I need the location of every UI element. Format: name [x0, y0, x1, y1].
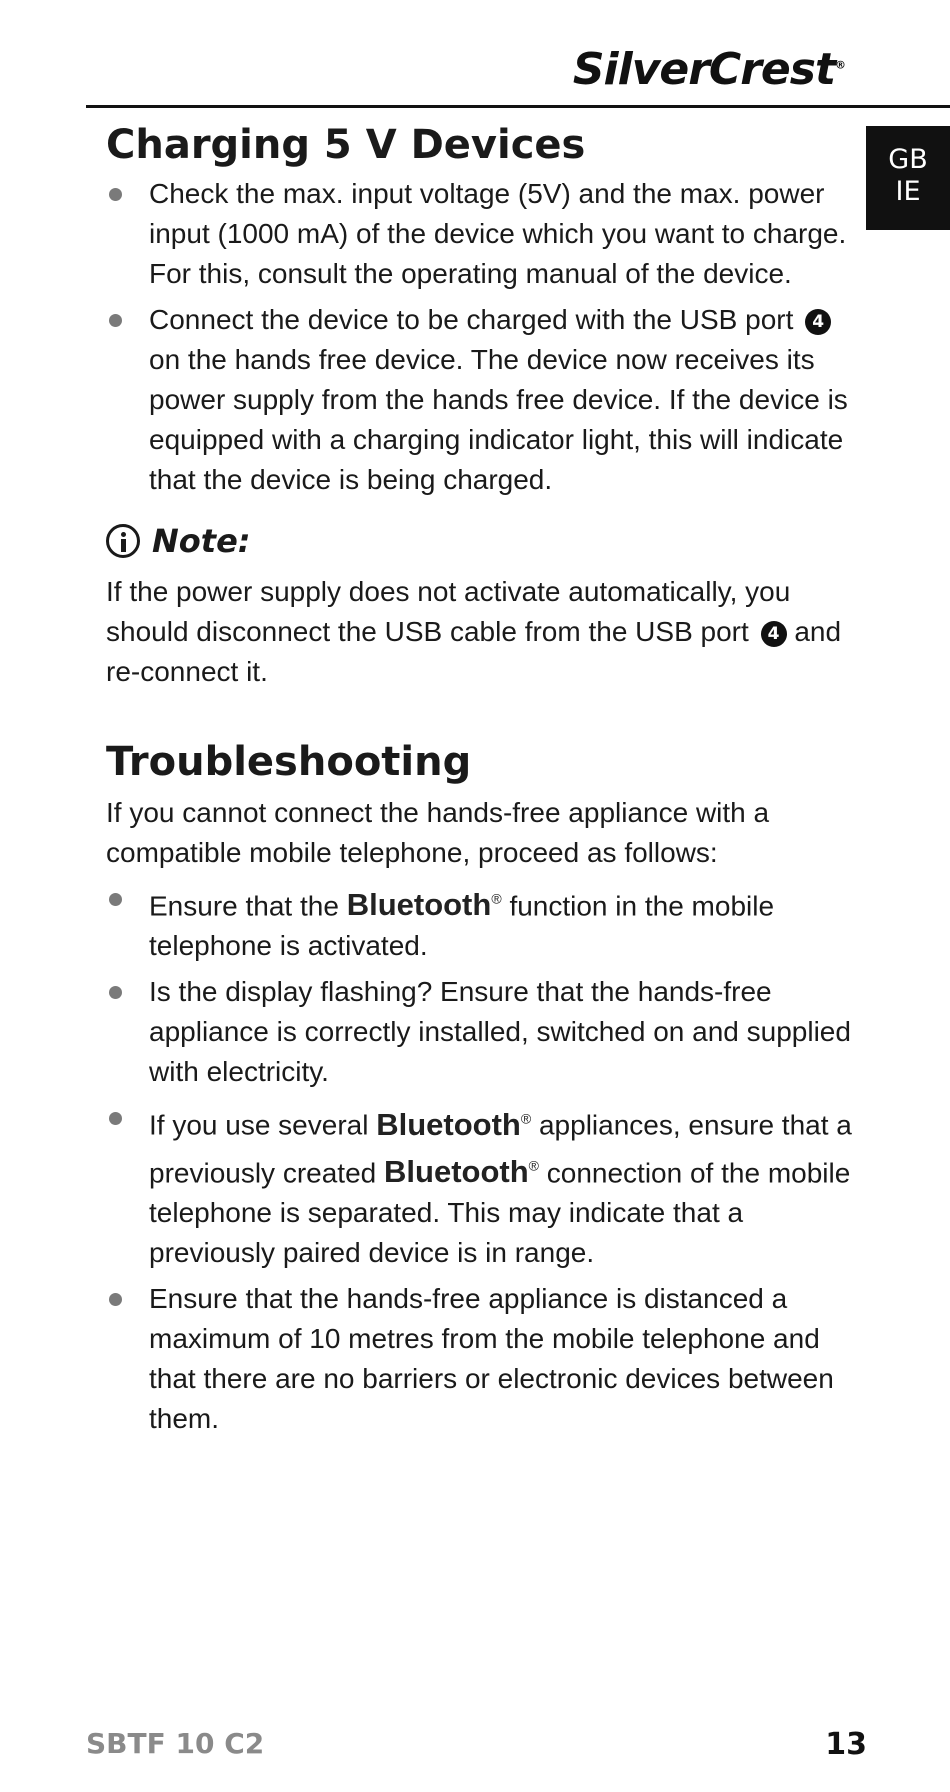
list-item: [106, 972, 852, 1092]
list-item: [106, 879, 852, 966]
troubleshooting-intro: If you cannot connect the hands-free appliance with a compatible mobile telephone, proceed as follows:: [106, 797, 770, 868]
bluetooth-word: Bluetooth: [384, 1153, 529, 1189]
brand-name: SilverCrest: [572, 44, 835, 95]
usb-port-number-icon: 4: [805, 309, 831, 335]
list-item: [106, 174, 852, 294]
ts-bullet-4: Ensure that the hands-free appliance is distanced a maximum of 10 metres from the mobile telephone and that there are no barriers or electronic devices between them.: [149, 1282, 834, 1434]
bullet-dot-icon: [109, 986, 122, 999]
registered-mark: ®: [520, 1110, 532, 1127]
section-title-charging: Charging 5 V Devices: [106, 122, 586, 168]
section-charging: [106, 120, 852, 692]
bullet-dot-icon: [109, 1293, 122, 1306]
brand-logo: [573, 44, 845, 95]
list-item: [106, 300, 852, 500]
bullet-dot-icon: [109, 314, 122, 327]
note-heading: [106, 522, 852, 560]
ts-bullet-2: Is the display flashing? Ensure that the hands-free appliance is correctly installed, switched on and supplied with electricity.: [149, 976, 851, 1088]
model-number: SBTF 10 C2: [86, 1727, 265, 1760]
bluetooth-wordmark: [376, 1107, 531, 1142]
registered-mark: ®: [491, 891, 502, 907]
bullet-dot-icon: [109, 1112, 122, 1125]
note-text: [106, 572, 852, 692]
section-title-troubleshooting: Troubleshooting: [106, 739, 472, 785]
language-code-gb: GB: [888, 144, 928, 175]
ts-bullet-1b: function in the mobile telephone is activated.: [149, 890, 775, 962]
ts-bullet-3c: connection of the mobile telephone is separated. This may indicate that a previously paired device is in range.: [149, 1156, 851, 1268]
bluetooth-word: Bluetooth: [376, 1106, 521, 1142]
charging-list: [106, 174, 852, 500]
charging-bullet-2a: Connect the device to be charged with the USB port: [149, 304, 794, 335]
ts-bullet-1a: Ensure that the: [149, 890, 339, 922]
bullet-dot-icon: [109, 893, 122, 906]
language-tab: [866, 126, 950, 230]
brand-registered-mark: ®: [835, 58, 845, 72]
charging-bullet-1: Check the max. input voltage (5V) and the max. power input (1000 mA) of the device which you want to charge. For this, consult the operating manual of the device.: [149, 178, 847, 289]
info-icon: [106, 524, 140, 558]
note-text-a: If the power supply does not activate automatically, you should disconnect the USB cable from the USB port: [106, 576, 791, 647]
bluetooth-wordmark: [384, 1154, 539, 1189]
language-code-ie: IE: [895, 176, 921, 207]
registered-mark: ®: [528, 1157, 539, 1174]
ts-bullet-3b: appliances, ensure that a previously created: [149, 1109, 852, 1188]
header-rule: [86, 105, 950, 108]
charging-bullet-2b: on the hands free device. The device now receives its power supply from the hands free device. If the device is equipped with a charging indicator light, this will indicate that the device is being charged.: [149, 344, 848, 495]
bluetooth-wordmark: [347, 887, 502, 922]
note-text-b: and re-connect it.: [106, 616, 842, 687]
list-item: [106, 1098, 852, 1273]
page-number: 13: [825, 1727, 867, 1762]
usb-port-number-icon: 4: [761, 621, 787, 647]
list-item: [106, 1279, 852, 1439]
ts-bullet-3a: If you use several: [149, 1109, 369, 1141]
section-troubleshooting: [106, 737, 852, 1445]
bluetooth-word: Bluetooth: [346, 887, 492, 923]
note-title: Note:: [152, 522, 251, 560]
troubleshooting-list: [106, 879, 852, 1439]
bullet-dot-icon: [109, 188, 122, 201]
